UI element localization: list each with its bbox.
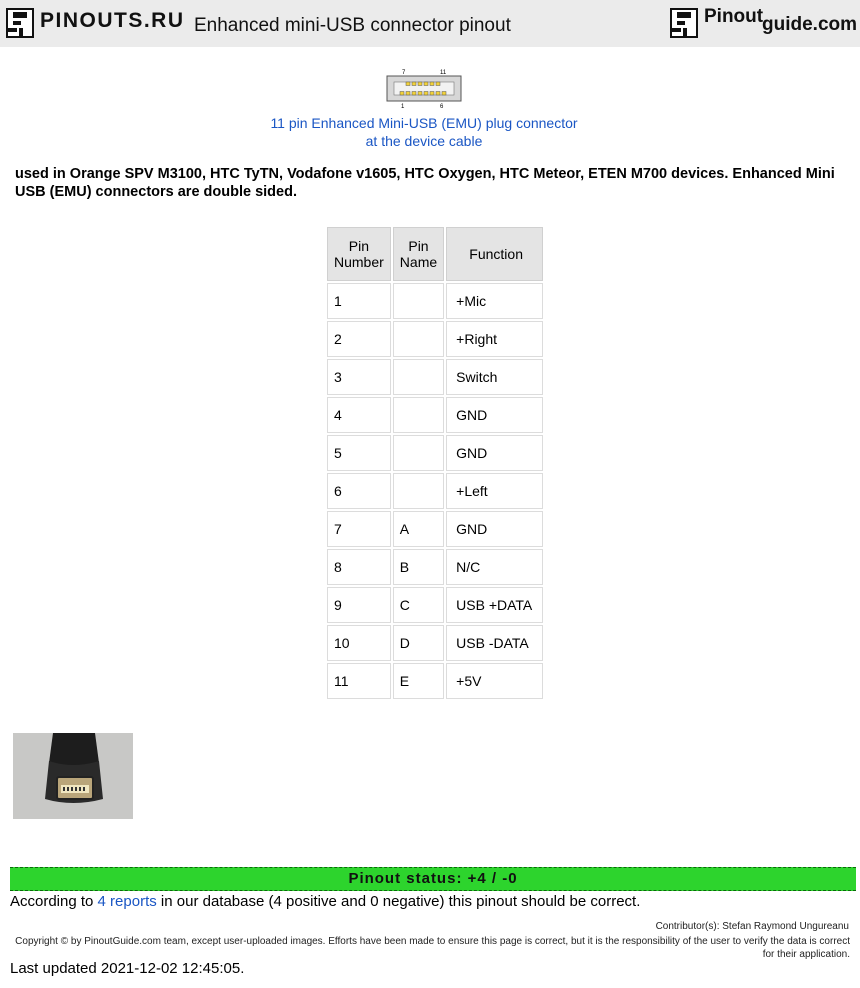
pin-function: Switch [446, 359, 543, 395]
pinouts-logo-icon[interactable] [6, 8, 34, 38]
contributors-text: Contributor(s): Stefan Raymond Ungureanu [655, 921, 849, 932]
table-row [327, 549, 543, 585]
reports-summary [10, 893, 640, 910]
brand-pinoutguide-link[interactable]: Pinout [704, 6, 764, 27]
connector-label-11: 11 [440, 70, 447, 76]
pin-number: 3 [327, 359, 391, 395]
connector-photo[interactable] [13, 733, 133, 819]
pin-number: 4 [327, 397, 391, 433]
page-title: Enhanced mini-USB connector pinout [194, 15, 511, 36]
caption-line-2[interactable]: at the device cable [365, 133, 483, 149]
reports-suffix: in our database (4 positive and 0 negative) this pinout should be correct. [156, 893, 641, 910]
connector-label-1: 1 [401, 104, 405, 110]
pin-name [393, 321, 444, 357]
pin-name [393, 435, 444, 471]
pin-function: +Right [446, 321, 543, 357]
table-row [327, 321, 543, 357]
pin-number: 7 [327, 511, 391, 547]
pin-function: +Mic [446, 283, 543, 319]
pinout-table [325, 225, 545, 701]
connector-label-7: 7 [402, 70, 406, 76]
pin-name: A [393, 511, 444, 547]
pin-number: 11 [327, 663, 391, 699]
pin-name: B [393, 549, 444, 585]
pin-function: +5V [446, 663, 543, 699]
pin-name [393, 473, 444, 509]
pin-name [393, 397, 444, 433]
last-updated-text: Last updated 2021-12-02 12:45:05. [10, 960, 245, 977]
brand-pinouts-link[interactable]: PINOUTS.RU [40, 9, 185, 32]
table-row [327, 435, 543, 471]
pin-function: GND [446, 435, 543, 471]
table-row [327, 283, 543, 319]
caption-line-1[interactable]: 11 pin Enhanced Mini-USB (EMU) plug connector [270, 115, 578, 131]
connector-photo-image [13, 733, 133, 819]
pin-function: USB -DATA [446, 625, 543, 661]
connector-diagram [386, 68, 462, 110]
connector-caption [200, 114, 648, 150]
table-row [327, 397, 543, 433]
reports-prefix: According to [10, 893, 98, 910]
table-row [327, 359, 543, 395]
header-bar [0, 0, 860, 47]
pin-name: E [393, 663, 444, 699]
brand-pinoutguide-domain[interactable]: guide.com [762, 14, 858, 35]
table-row [327, 511, 543, 547]
pin-number: 10 [327, 625, 391, 661]
pin-function: GND [446, 511, 543, 547]
pin-function: +Left [446, 473, 543, 509]
pin-number: 1 [327, 283, 391, 319]
table-row [327, 473, 543, 509]
header-pin-name: Pin Name [393, 227, 444, 281]
header-function: Function [446, 227, 543, 281]
pin-name: D [393, 625, 444, 661]
description-text: used in Orange SPV M3100, HTC TyTN, Vodafone v1605, HTC Oxygen, HTC Meteor, ETEN M700 devices. Enhanced Mini USB (EMU) connectors are double sided. [15, 166, 835, 200]
reports-link[interactable]: 4 reports [97, 893, 157, 910]
pin-name: C [393, 587, 444, 623]
pin-number: 5 [327, 435, 391, 471]
pin-function: GND [446, 397, 543, 433]
pin-name [393, 283, 444, 319]
table-row [327, 625, 543, 661]
pin-number: 9 [327, 587, 391, 623]
copyright-text: Copyright © by PinoutGuide.com team, except user-uploaded images. Efforts have been made to ensure this page is correct, but it is the responsibility of the user to verify the data is correct for their application. [15, 936, 850, 960]
table-row [327, 663, 543, 699]
pin-number: 8 [327, 549, 391, 585]
pin-name [393, 359, 444, 395]
pin-function: USB +DATA [446, 587, 543, 623]
pin-number: 2 [327, 321, 391, 357]
connector-label-6: 6 [440, 104, 444, 110]
table-header-row [327, 227, 543, 281]
pinout-status-bar: Pinout status: +4 / -0 [10, 867, 856, 891]
table-row [327, 587, 543, 623]
header-pin-number: Pin Number [327, 227, 391, 281]
pinoutguide-logo-icon[interactable] [670, 8, 698, 38]
pin-number: 6 [327, 473, 391, 509]
pin-function: N/C [446, 549, 543, 585]
